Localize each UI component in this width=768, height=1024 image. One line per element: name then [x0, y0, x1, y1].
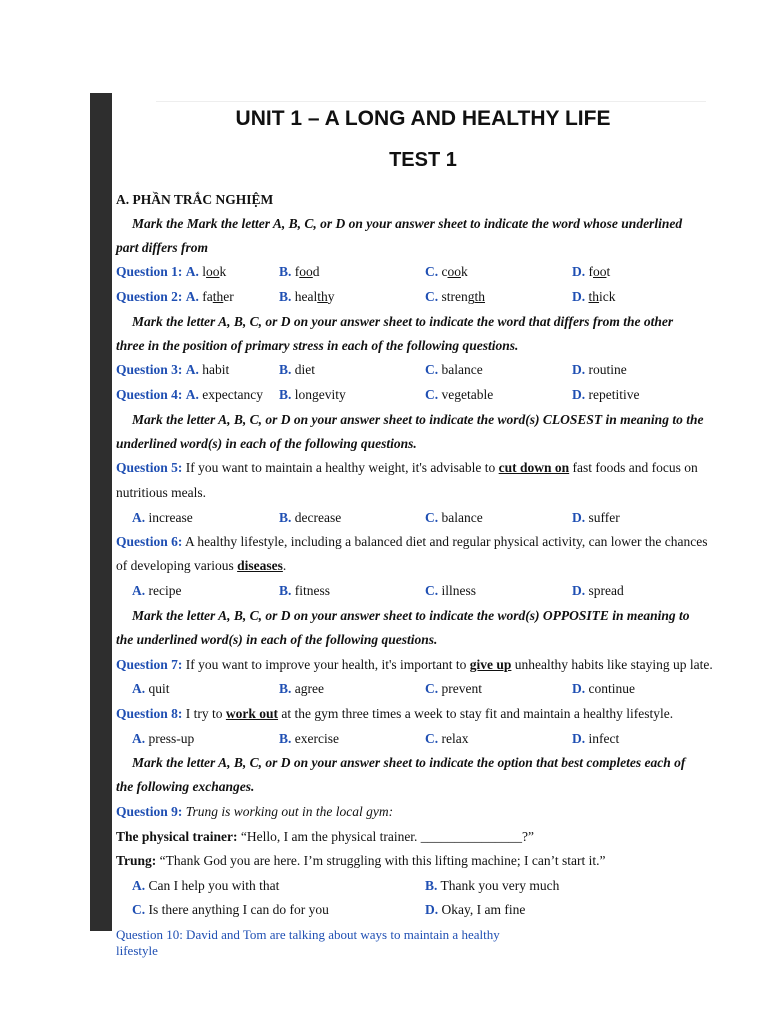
page-left-border: [90, 93, 112, 931]
question-label: Question 4:: [116, 387, 183, 402]
option-c-text: balance: [441, 362, 483, 377]
question-1: [116, 263, 226, 281]
option-d-text: repetitive: [588, 387, 640, 402]
document-page: [90, 93, 730, 958]
question-6: [116, 533, 707, 551]
question-3: [116, 361, 229, 379]
question-6-option-b: [279, 582, 330, 600]
underlined-phrase: give up: [469, 657, 512, 672]
question-5-option-a: [132, 509, 193, 527]
option-b-text: agree: [294, 681, 324, 696]
question-4-option-d: [572, 386, 639, 404]
question-7-option-a: [132, 680, 170, 698]
question-1-option-c: [425, 263, 468, 281]
question-text: A healthy lifestyle, including a balanced diet and regular physical activity, can lower the chances: [185, 534, 708, 549]
question-6-option-d: [572, 582, 624, 600]
question-1-option-b: [279, 263, 320, 281]
option-b-label: B.: [279, 362, 292, 377]
question-9-option-b: [425, 877, 559, 895]
instruction-3-line-1: Mark the letter A, B, C, or D on your answer sheet to indicate the word(s) CLOSEST in meaning to the: [132, 412, 704, 427]
question-text: I try to: [185, 706, 223, 721]
dialogue-text: “Thank God you are here. I’m struggling with this lifting machine; I can’t start it.”: [159, 853, 606, 868]
question-3-option-b: [279, 361, 315, 379]
option-d-label: D.: [572, 387, 586, 402]
question-9-option-d: [425, 901, 525, 919]
option-d-text: infect: [588, 731, 620, 746]
instruction-1-line-2: part differs from: [116, 240, 209, 255]
question-8-option-d: [572, 730, 619, 748]
question-8-option-a: [132, 730, 194, 748]
cutoff-next-question: Question 10: David and Tom are talking about ways to maintain a healthy lifestyle: [116, 927, 500, 958]
instruction-5-line-2: the following exchanges.: [116, 779, 255, 794]
option-d-text: thick: [588, 289, 616, 304]
speaker-label: Trung:: [116, 853, 157, 868]
option-a-text: increase: [148, 510, 193, 525]
question-label: Question 2:: [116, 289, 183, 304]
option-b-text: fitness: [294, 583, 331, 598]
question-2-option-c: [425, 288, 485, 306]
question-5-option-c: [425, 509, 483, 527]
option-b-text: food: [294, 264, 320, 279]
option-c-label: C.: [425, 387, 439, 402]
option-a-label: A.: [185, 289, 199, 304]
option-a-text: expectancy: [202, 387, 263, 402]
question-7-option-d: [572, 680, 635, 698]
option-b-text: longevity: [294, 387, 346, 402]
question-4: [116, 386, 263, 404]
question-3-option-c: [425, 361, 483, 379]
option-c-label: C.: [425, 362, 439, 377]
option-a-label: A.: [132, 583, 146, 598]
option-c-label: C.: [425, 583, 439, 598]
option-a-label: A.: [132, 681, 146, 696]
question-5-line-2: nutritious meals.: [116, 485, 206, 500]
instruction-2-line-1: Mark the letter A, B, C, or D on your answer sheet to indicate the word that differs from the other: [132, 314, 674, 329]
option-b-text: decrease: [294, 510, 342, 525]
header-rule: [156, 101, 706, 102]
option-a-text: father: [202, 289, 234, 304]
option-c-label: C.: [425, 264, 439, 279]
option-d-text: spread: [588, 583, 624, 598]
option-c-text: relax: [441, 731, 469, 746]
instruction-1-line-1: Mark the Mark the letter A, B, C, or D on your answer sheet to indicate the word whose underlined: [132, 216, 683, 231]
option-c-text: strength: [441, 289, 486, 304]
question-8-option-c: [425, 730, 468, 748]
question-7-option-c: [425, 680, 482, 698]
question-text: If you want to improve your health, it's important to: [185, 657, 467, 672]
option-a-label: A.: [132, 878, 146, 893]
option-b-label: B.: [425, 878, 438, 893]
option-b-text: diet: [294, 362, 316, 377]
question-context: Trung is working out in the local gym:: [185, 804, 394, 819]
question-8: [116, 705, 673, 723]
instruction-2-line-2: three in the position of primary stress in each of the following questions.: [116, 338, 519, 353]
question-label: Question 5:: [116, 460, 183, 475]
question-text-end: .: [282, 558, 287, 573]
option-d-label: D.: [572, 264, 586, 279]
option-b-text: healthy: [294, 289, 335, 304]
option-c-text: vegetable: [441, 387, 494, 402]
option-c-text: balance: [441, 510, 483, 525]
option-a-text: quit: [148, 681, 170, 696]
option-a-label: A.: [185, 362, 199, 377]
option-d-text: suffer: [588, 510, 620, 525]
question-label: Question 8:: [116, 706, 183, 721]
question-text: If you want to maintain a healthy weight, it's advisable to: [185, 460, 496, 475]
option-d-label: D.: [572, 583, 586, 598]
question-9-dialogue-1: [116, 828, 534, 846]
question-9: [116, 803, 393, 821]
question-4-option-b: [279, 386, 346, 404]
document-title: UNIT 1 – A LONG AND HEALTHY LIFE: [235, 107, 611, 130]
option-d-text: Okay, I am fine: [441, 902, 526, 917]
option-d-text: continue: [588, 681, 635, 696]
option-c-label: C.: [425, 731, 439, 746]
question-label: Question 7:: [116, 657, 183, 672]
question-9-option-c: [132, 901, 329, 919]
option-b-label: B.: [279, 387, 292, 402]
option-a-label: A.: [185, 387, 199, 402]
question-text-cont: unhealthy habits like staying up late.: [514, 657, 713, 672]
option-b-label: B.: [279, 289, 292, 304]
option-c-text: Is there anything I can do for you: [148, 902, 329, 917]
instruction-4-line-1: Mark the letter A, B, C, or D on your answer sheet to indicate the word(s) OPPOSITE in meaning to: [132, 608, 690, 623]
option-b-label: B.: [279, 681, 292, 696]
option-a-label: A.: [132, 731, 146, 746]
question-8-option-b: [279, 730, 339, 748]
option-a-text: press-up: [148, 731, 195, 746]
question-4-option-c: [425, 386, 493, 404]
option-c-label: C.: [425, 681, 439, 696]
option-d-label: D.: [572, 362, 586, 377]
underlined-phrase: diseases: [237, 558, 283, 573]
option-d-label: D.: [572, 681, 586, 696]
section-heading: A. PHẦN TRẮC NGHIỆM: [116, 192, 274, 207]
document-subtitle: TEST 1: [389, 149, 457, 171]
question-text-cont: of developing various: [116, 558, 234, 573]
speaker-label: The physical trainer:: [116, 829, 238, 844]
question-5-option-b: [279, 509, 341, 527]
question-6-line-2: [116, 557, 286, 575]
option-d-label: D.: [572, 510, 586, 525]
question-6-option-a: [132, 582, 181, 600]
option-c-label: C.: [425, 289, 439, 304]
option-a-label: A.: [132, 510, 146, 525]
option-d-label: D.: [425, 902, 439, 917]
option-b-text: exercise: [294, 731, 339, 746]
option-d-label: D.: [572, 731, 586, 746]
question-2: [116, 288, 234, 306]
question-2-option-b: [279, 288, 335, 306]
option-c-label: C.: [425, 510, 439, 525]
question-5: [116, 459, 698, 477]
instruction-4-line-2: the underlined word(s) in each of the following questions.: [116, 632, 438, 647]
question-9-dialogue-2: [116, 852, 606, 870]
question-3-option-d: [572, 361, 627, 379]
option-d-text: routine: [588, 362, 627, 377]
dialogue-text: “Hello, I am the physical trainer. _______________?”: [240, 829, 535, 844]
question-5-option-d: [572, 509, 620, 527]
option-a-text: recipe: [148, 583, 182, 598]
question-label: Question 6:: [116, 534, 183, 549]
question-label: Question 9:: [116, 804, 183, 819]
option-a-label: A.: [185, 264, 199, 279]
question-label: Question 1:: [116, 264, 183, 279]
option-d-text: foot: [588, 264, 611, 279]
question-1-option-d: [572, 263, 610, 281]
option-a-text: habit: [202, 362, 230, 377]
question-9-option-a: [132, 877, 279, 895]
question-text-cont: fast foods and focus on: [572, 460, 698, 475]
option-c-text: prevent: [441, 681, 482, 696]
question-7: [116, 656, 713, 674]
option-b-text: Thank you very much: [440, 878, 560, 893]
option-c-text: illness: [441, 583, 477, 598]
instruction-3-line-2: underlined word(s) in each of the following questions.: [116, 436, 417, 451]
option-b-label: B.: [279, 583, 292, 598]
question-7-option-b: [279, 680, 324, 698]
option-b-label: B.: [279, 510, 292, 525]
option-c-label: C.: [132, 902, 146, 917]
option-a-text: Can I help you with that: [148, 878, 280, 893]
question-2-option-d: [572, 288, 616, 306]
question-6-option-c: [425, 582, 476, 600]
option-d-label: D.: [572, 289, 586, 304]
underlined-phrase: cut down on: [498, 460, 570, 475]
question-text-cont: at the gym three times a week to stay fit and maintain a healthy lifestyle.: [281, 706, 674, 721]
instruction-5-line-1: Mark the letter A, B, C, or D on your answer sheet to indicate the option that best completes each of: [132, 755, 686, 770]
underlined-phrase: work out: [225, 706, 279, 721]
question-label: Question 3:: [116, 362, 183, 377]
option-b-label: B.: [279, 264, 292, 279]
option-b-label: B.: [279, 731, 292, 746]
option-a-text: look: [202, 264, 227, 279]
option-c-text: cook: [441, 264, 468, 279]
